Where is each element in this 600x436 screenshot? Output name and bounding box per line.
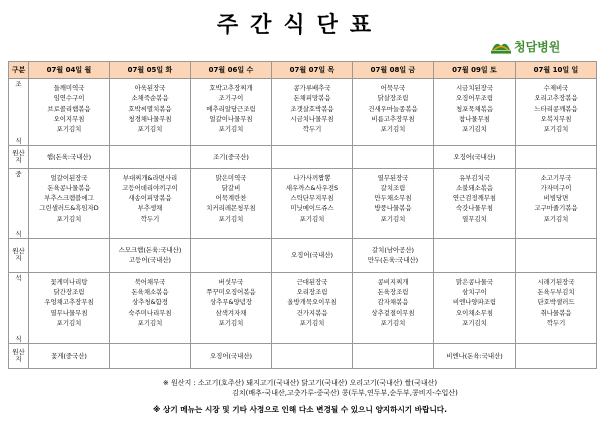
day-header: 07월 08일 금 [353, 62, 434, 79]
origin-cell: 갈치(남아공산) 만두(돈육:국내산) [353, 239, 434, 273]
origin-cell: 비엔나(돈육:국내산) [434, 344, 516, 369]
menu-cell: 북어채무국 돈육채소볶음 상추청&함정 숙주미나리무침 포기김치 [110, 272, 191, 344]
page-title: 주간식단표 [216, 13, 384, 38]
menu-cell: 꽃게미나리탕 닭간장조림 우엉채고추장무침 열무나물무침 포기김치 [29, 272, 110, 344]
hospital-logo-icon [490, 38, 512, 54]
dinner-label: 석 식 [9, 272, 29, 344]
origin-cell [191, 239, 272, 273]
change-notice: ※ 상기 메뉴는 시장 및 기타 사정으로 인해 다소 변경될 수 있으니 양지하시기 바랍니다. [152, 405, 448, 414]
origin-cell [272, 146, 353, 168]
header-row [9, 62, 597, 79]
menu-cell: 근대된장국 오리장조림 올방개묵오이무침 건가지볶음 포기김치 [272, 272, 353, 344]
origin-cell: 조기(중국산) [191, 146, 272, 168]
origin-cell [353, 146, 434, 168]
menu-cell: 열무된장국 갈치조림 만두채소무침 방풍나물볶음 포기김치 [353, 168, 434, 239]
origin-cell [353, 344, 434, 369]
origin-cell [516, 344, 597, 369]
origin-cell [516, 239, 597, 273]
origin-cell [110, 344, 191, 369]
origin-footnote-line2: 김치(배추-국내산,고춧가루-중국산) 콩(두부,연두부,순두부,콩비지-수입산) [232, 389, 458, 397]
menu-cell: 수제비국 오리고추장볶음 느타리콩깨볶음 오복지무침 포기김치 [516, 79, 597, 146]
origin-cell [516, 146, 597, 168]
day-header: 07월 10일 일 [516, 62, 597, 79]
menu-cell: 콩비지찌개 돈육장조림 감자채볶음 상추겉절이무침 포기김치 [353, 272, 434, 344]
breakfast-label: 조 식 [9, 79, 29, 146]
menu-cell: 어묵무국 닭살장조림 건새우마늘종볶음 비름고추장무침 포기김치 [353, 79, 434, 146]
breakfast-row [9, 79, 597, 146]
dinner-row [9, 272, 597, 344]
origin-cell: 스모크햄(돈육:국내산) 고등어(국내산) [110, 239, 191, 273]
menu-cell: 아욱된장국 소채죽순볶음 호박씨멸치볶음 청경채나물무침 포기김치 [110, 79, 191, 146]
menu-cell: 시래기된장국 돈육두부김치 단호박샐러드 취나물볶음 깍두기 [516, 272, 597, 344]
hospital-logo [490, 36, 560, 56]
menu-cell: 나가사끼짬뽕 새우까스&사우전S 스틱단무지무침 미닛메이드쥬스 포기김치 [272, 168, 353, 239]
origin-label: 원산지 [9, 146, 29, 168]
origin-cell [434, 239, 516, 273]
breakfast-origin-row [9, 146, 597, 168]
origin-cell: 오징어(국내산) [191, 344, 272, 369]
category-header: 구분 [9, 62, 29, 79]
menu-cell: 호박고추장찌개 조기구이 메추리알담근조림 얼갈이나물무침 포기김치 [191, 79, 272, 146]
origin-label: 원산지 [9, 344, 29, 369]
origin-cell [29, 239, 110, 273]
menu-cell: 콩가루배추국 돈채피망볶음 조갯살호박볶음 시금치나물무침 깍두기 [272, 79, 353, 146]
origin-cell: 오징어(국내산) [434, 146, 516, 168]
menu-cell: 맑은콩나물국 삼치구이 비엔나양파조림 오이채소무침 포기김치 [434, 272, 516, 344]
day-header: 07월 05일 화 [110, 62, 191, 79]
menu-cell: 유부김치국 소불돼소볶음 연근검정깨무침 숙갓나물무침 열무김치 [434, 168, 516, 239]
menu-cell: 시금치된장국 오징어무조림 청포묵채볶음 참나물무침 포기김치 [434, 79, 516, 146]
menu-cell: 들깨미역국 임연수구이 브로콜리햄볶음 오이지무침 포기김치 [29, 79, 110, 146]
menu-cell: 맑은미역국 닭갈비 어묵계란찬 치커리레몬청무침 포기김치 [191, 168, 272, 239]
origin-footnote-line1: ※ 원산지 : 소고기(호주산) 돼지고기(국내산) 닭고기(국내산) 오리고기(국내산) 쌀(국내산) [162, 379, 438, 387]
menu-cell: 소고기무국 가자미구이 비빔당면 고구마줄기볶음 포기김치 [516, 168, 597, 239]
origin-cell: 햄(돈육:국내산) [29, 146, 110, 168]
origin-cell: 꽃게(중국산) [29, 344, 110, 369]
menu-cell: 얼갈이된장국 돈육콩나물볶음 부추스크램블에그 그린샐러드&흑임자D 포기김치 [29, 168, 110, 239]
origin-cell [272, 344, 353, 369]
menu-cell: 버섯무국 쭈꾸미오징어볶음 상추무&양념장 삼색겨자채 포기김치 [191, 272, 272, 344]
hospital-name: 청담병원 [514, 39, 561, 54]
weekly-menu-table [8, 61, 597, 369]
origin-footnote [0, 378, 600, 398]
lunch-row [9, 168, 597, 239]
day-header: 07월 07일 목 [272, 62, 353, 79]
day-header: 07월 04일 월 [29, 62, 110, 79]
lunch-label: 중 식 [9, 168, 29, 239]
day-header: 07월 06일 수 [191, 62, 272, 79]
dinner-origin-row [9, 344, 597, 369]
menu-cell: 부대찌개&라면사리 고등어데리야끼구이 새송이피망볶음 부추생채 깍두기 [110, 168, 191, 239]
origin-cell [110, 146, 191, 168]
lunch-origin-row [9, 239, 597, 273]
origin-label: 원산지 [9, 239, 29, 273]
origin-cell: 오징어(국내산) [272, 239, 353, 273]
day-header: 07월 09일 토 [434, 62, 516, 79]
